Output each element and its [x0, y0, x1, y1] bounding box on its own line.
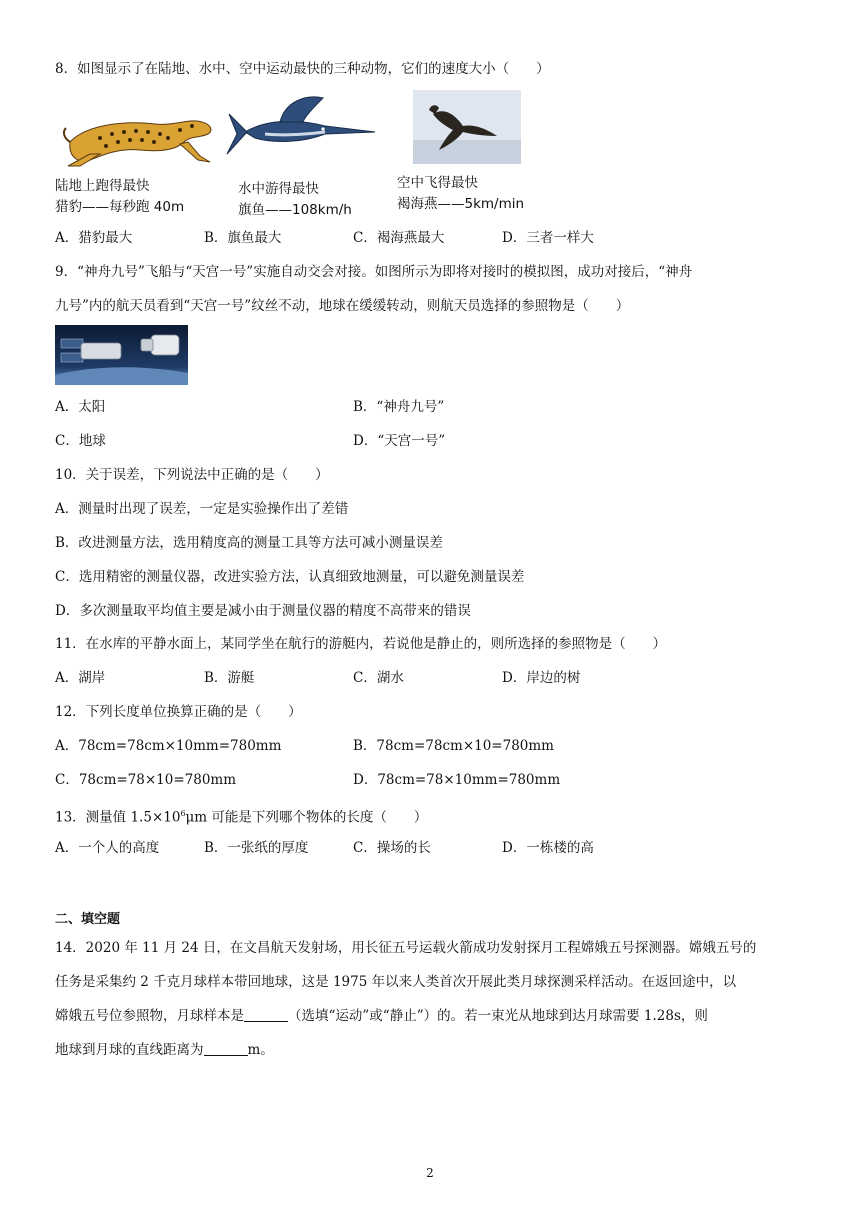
q12-option-b: B．78cm=78cm×10=780mm	[353, 738, 554, 754]
cheetah-caption-2: 猎豹——每秒跑 40m	[55, 199, 185, 215]
q11-text: 11．在水库的平静水面上，某同学坐在航行的游艇内，若说他是静止的，则所选择的参照物是（ ）	[55, 636, 667, 652]
q12-option-a: A．78cm=78cm×10mm=780mm	[55, 738, 282, 754]
petrel-caption-1: 空中飞得最快	[397, 175, 478, 191]
q13-option-a: A．一个人的高度	[55, 840, 160, 856]
q14-text-line-4	[55, 1040, 274, 1060]
q13-option-c: C．操场的长	[353, 840, 431, 856]
q14-text-line-3	[55, 1006, 708, 1026]
q14-blank-1	[244, 1007, 288, 1022]
q14-line-3-part-2: （选填“运动”或“静止”）的。若一束光从地球到达月球需要 1.28s，则	[288, 1008, 708, 1024]
q12-option-c: C．78cm=78×10=780mm	[55, 772, 237, 788]
q11-option-b: B．游艇	[204, 670, 255, 686]
q9-option-c: C．地球	[55, 433, 106, 449]
q10-text: 10．关于误差，下列说法中正确的是（ ）	[55, 467, 329, 483]
section-2-title: 二、填空题	[55, 912, 121, 927]
q12-text: 12．下列长度单位换算正确的是（ ）	[55, 704, 302, 720]
swordfish-caption-2: 旗鱼——108km/h	[238, 202, 352, 218]
q10-option-b: B．改进测量方法，选用精度高的测量工具等方法可减小测量误差	[55, 535, 443, 551]
q12-option-d: D．78cm=78×10mm=780mm	[353, 772, 561, 788]
petrel-image	[413, 90, 521, 164]
q9-option-b: B．“神舟九号”	[353, 399, 445, 415]
cheetah-caption-1: 陆地上跑得最快	[55, 178, 150, 194]
q14-text-line-1: 14．2020 年 11 月 24 日，在文昌航天发射场，用长征五号运载火箭成功发射探月工程嫦娥五号探测器。嫦娥五号的	[55, 940, 757, 956]
q14-blank-2	[204, 1041, 248, 1056]
q10-option-d: D．多次测量取平均值主要是减小由于测量仪器的精度不高带来的错误	[55, 603, 471, 619]
q8-option-c: C．褐海燕最大	[353, 230, 445, 246]
q13-option-d: D．一栋楼的高	[502, 840, 594, 856]
q11-option-a: A．湖岸	[55, 670, 106, 686]
q13-text-pre: 13．测量值 1.5×10	[55, 809, 181, 826]
q10-option-a: A．测量时出现了误差，一定是实验操作出了差错	[55, 501, 349, 517]
q8-option-a: A．猎豹最大	[55, 230, 133, 246]
q13-exponent: 6	[180, 809, 186, 818]
q14-text-line-2: 任务是采集约 2 千克月球样本带回地球，这是 1975 年以来人类首次开展此类月球探测采样活动。在返回途中，以	[55, 974, 737, 990]
q9-text-line-2: 九号”内的航天员看到“天宫一号”纹丝不动，地球在缓缓转动，则航天员选择的参照物是（ ）	[55, 298, 630, 314]
page-number: 2	[426, 1166, 434, 1180]
swordfish-caption-1: 水中游得最快	[238, 181, 319, 197]
q13-option-b: B．一张纸的厚度	[204, 840, 309, 856]
q11-option-d: D．岸边的树	[502, 670, 581, 686]
q8-option-d: D．三者一样大	[502, 230, 594, 246]
q14-line-3-part-1: 嫦娥五号位参照物，月球样本是	[55, 1008, 244, 1024]
q8-option-b: B．旗鱼最大	[204, 230, 282, 246]
q8-text: 8．如图显示了在陆地、水中、空中运动最快的三种动物，它们的速度大小（ ）	[55, 61, 550, 77]
swordfish-image	[225, 92, 385, 162]
petrel-caption-2: 褐海燕——5km/min	[397, 196, 525, 212]
q10-option-c: C．选用精密的测量仪器，改进实验方法，认真细致地测量，可以避免测量误差	[55, 569, 525, 585]
q9-option-a: A．太阳	[55, 399, 106, 415]
spacecraft-docking-image	[55, 325, 188, 385]
q14-line-4-part-1: 地球到月球的直线距离为	[55, 1042, 204, 1058]
q9-text-line-1: 9．“神舟九号”飞船与“天宫一号”实施自动交会对接。如图所示为即将对接时的模拟图，成功对接后，“神舟	[55, 264, 693, 280]
q13-text	[55, 804, 427, 828]
cheetah-image	[60, 108, 220, 170]
q14-line-4-part-2: m。	[247, 1042, 274, 1058]
q11-option-c: C．湖水	[353, 670, 404, 686]
q13-text-post: μm 可能是下列哪个物体的长度（ ）	[185, 809, 428, 826]
q9-option-d: D．“天宫一号”	[353, 433, 446, 449]
